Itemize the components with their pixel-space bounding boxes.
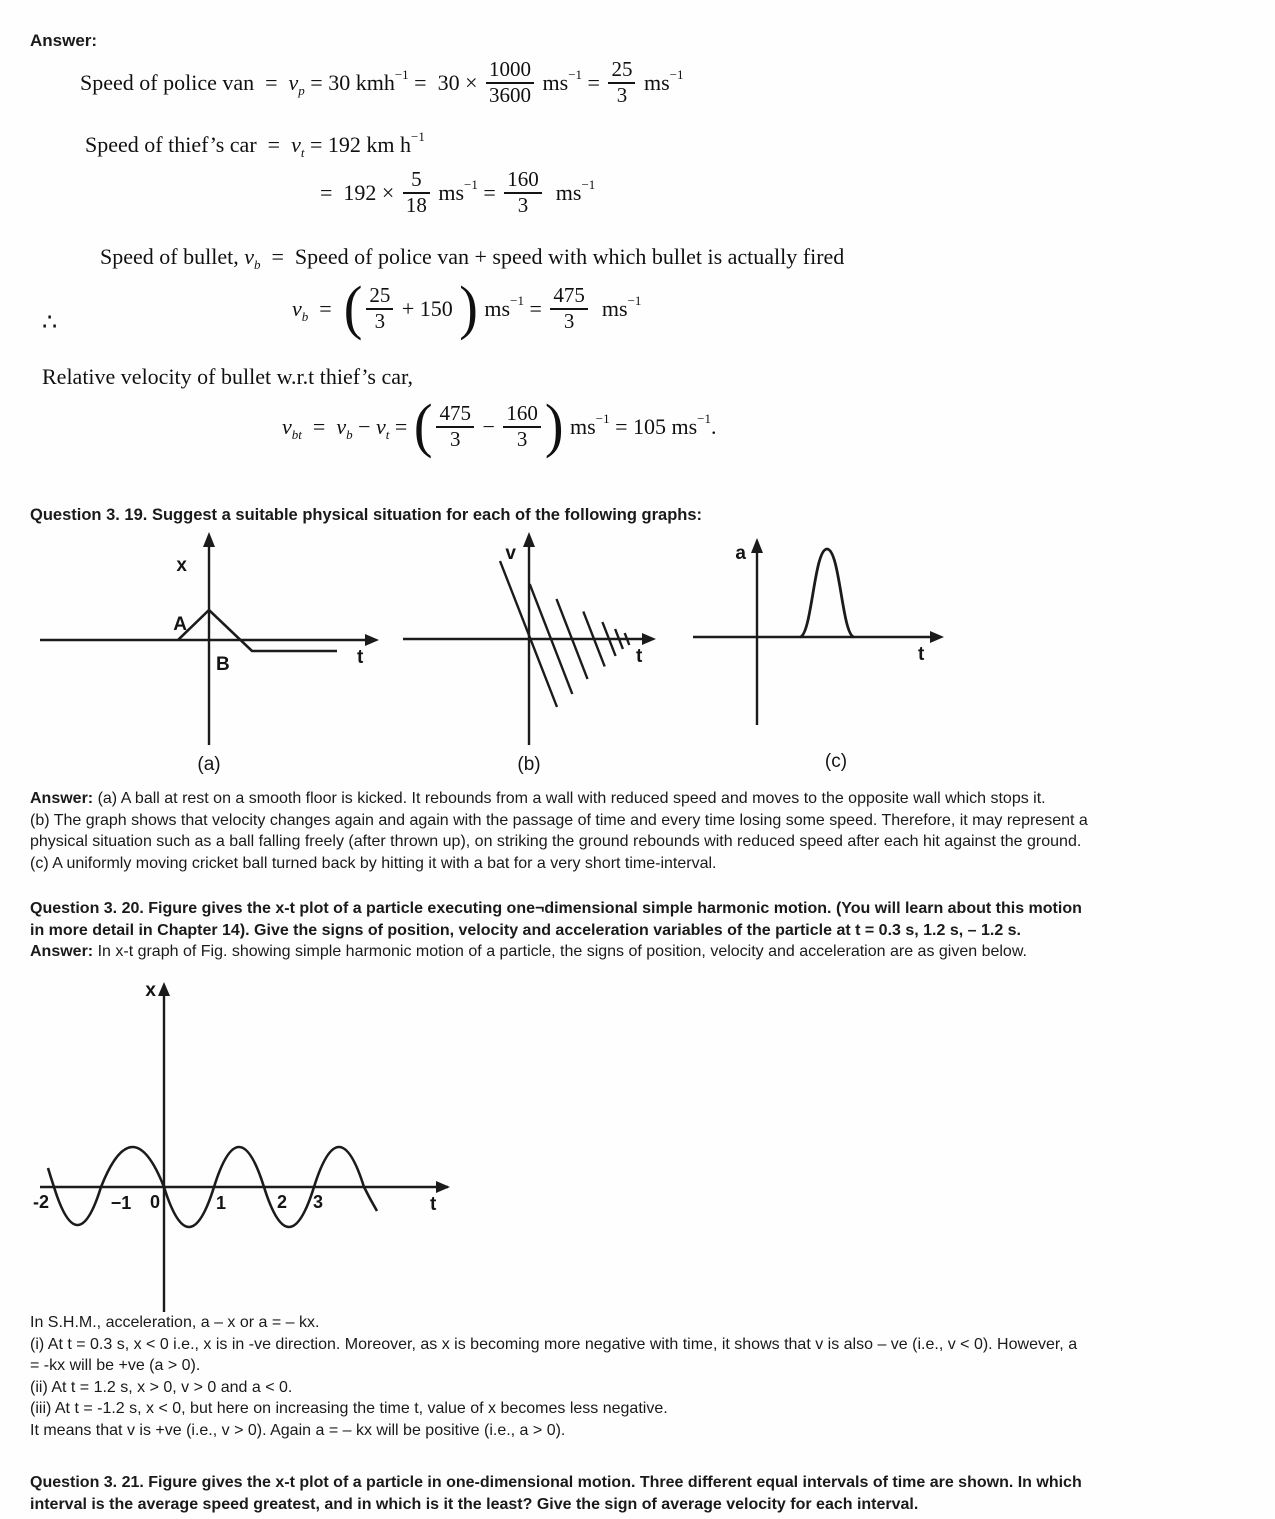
eq-bullet-speed-value: v b = ( $\frac{25}{3}$ + 150 ) ms −1 = $\frac{475}{3}$ ms −1 xyxy=(292,274,642,342)
eq-thief-car-speed: Speed of thief’s car = v t = 192 km h −1 xyxy=(85,129,425,160)
shm-xaxis-arrow xyxy=(436,1181,450,1193)
graph-b-figure xyxy=(398,527,668,777)
graph-c-xaxis-arrow xyxy=(930,631,944,643)
paragraph-line: physical situation such as a ball falling freely (after thrown up), on striking the ground rebounds with reduced speed after each hit against the ground. xyxy=(30,833,1082,850)
shm-xlabel: t xyxy=(430,1194,437,1215)
eq-relative-velocity: v bt = v b − v t = ( $\frac{475}{3}$ − $\frac{160}{3}$ ) ms −1 = 105 ms −1 . xyxy=(282,392,717,460)
therefore-symbol: ∴ xyxy=(42,310,58,336)
analysis-line: = -kx will be +ve (a > 0). xyxy=(30,1357,201,1374)
graph-c-ylabel: a xyxy=(735,543,746,564)
shm-tick-minus1: −1 xyxy=(110,1193,132,1213)
shm-ylabel: x xyxy=(145,980,156,1001)
graph-a-caption: (a) xyxy=(197,754,221,775)
eq-thief-car-speed-2: = 192 × $\frac{5}{18}$ ms −1 = $\frac{160}{3}$ ms −1 xyxy=(320,167,596,217)
graph-c-yaxis-arrow xyxy=(751,538,763,553)
graph-a-point-a-label: A xyxy=(173,614,187,635)
shm-tick-2: 2 xyxy=(276,1192,288,1212)
graph-a-ylabel: x xyxy=(176,555,187,576)
analysis-line: (iii) At t = -1.2 s, x < 0, but here on increasing the time t, value of x becomes less negative. xyxy=(30,1400,668,1417)
shm-yaxis-arrow xyxy=(158,982,170,996)
left-paren: ( xyxy=(343,274,363,342)
graph-b-yaxis-arrow xyxy=(523,532,535,547)
analysis-line: (i) At t = 0.3 s, x < 0 i.e., x is in -ve direction. Moreover, as x is becoming more negative with time, it shows that v is also – ve (i.e., v < 0). However, a xyxy=(30,1335,1078,1353)
fraction: $\frac{160}{3}$ xyxy=(504,168,542,217)
answer-3-20-intro: Answer: In x-t graph of Fig. showing simple harmonic motion of a particle, the signs of position, velocity and acceleration are as given below. xyxy=(30,943,1027,960)
graph-c-caption: (c) xyxy=(824,751,848,772)
answer-3-19-paragraph xyxy=(30,788,1088,874)
paragraph-line: Answer: (a) A ball at rest on a smooth floor is kicked. It rebounds from a wall with reduced speed and moves to the opposite wall which stops it. xyxy=(30,790,1046,807)
fraction: $\frac{5}{18}$ xyxy=(403,168,430,217)
right-paren: ) xyxy=(459,274,478,342)
paragraph-line: (c) A uniformly moving cricket ball turned back by hitting it with a bat for a very short time-interval. xyxy=(30,854,717,872)
analysis-line: (ii) At t = 1.2 s, x > 0, v > 0 and a < 0. xyxy=(30,1378,293,1396)
answer-label-318: Answer: xyxy=(30,31,98,50)
fraction: $\frac{475}{3}$ xyxy=(436,402,474,451)
graph-a-yaxis-arrow xyxy=(203,532,215,547)
graph-b-caption: (b) xyxy=(517,754,541,775)
fraction: $\frac{160}{3}$ xyxy=(503,402,541,451)
graph-b-xlabel: t xyxy=(636,646,643,667)
graph-c-curve xyxy=(800,549,854,637)
shm-analysis-block xyxy=(30,1312,1077,1441)
fraction: $\frac{1000}{3600}$ xyxy=(486,58,534,107)
relative-velocity-label: Relative velocity of bullet w.r.t thief’s car, xyxy=(42,364,413,389)
fraction: $\frac{25}{3}$ xyxy=(608,58,635,107)
graph-b-curve xyxy=(500,561,629,707)
shm-tick-0: 0 xyxy=(149,1192,161,1212)
right-paren: ) xyxy=(544,392,564,460)
shm-tick-3: 3 xyxy=(312,1192,324,1212)
answer-label-320: Answer: xyxy=(30,943,94,960)
graph-a-xaxis-arrow xyxy=(365,634,379,646)
graph-a-xlabel: t xyxy=(357,647,364,668)
analysis-line: It means that v is +ve (i.e., v > 0). Again a = – kx will be positive (i.e., a > 0). xyxy=(30,1421,566,1439)
graph-a-curve xyxy=(178,610,337,651)
fraction: $\frac{25}{3}$ xyxy=(366,284,393,333)
eq-police-van-speed: Speed of police van = v p = 30 kmh −1 = 30 × $\frac{1000}{3600}$ ms −1 = $\frac{25}{3}$ ms −1 xyxy=(80,57,684,107)
question-3-20-heading-line: Question 3. 20. Figure gives the x-t plot of a particle executing one¬dimensional simple harmonic motion. (You will learn about this motion xyxy=(30,900,1082,917)
graph-b-xaxis-arrow xyxy=(642,633,656,645)
question-3-21-heading-line: Question 3. 21. Figure gives the x-t plot of a particle in one-dimensional motion. Three different equal intervals of time are shown. In which xyxy=(30,1474,1082,1491)
graph-a-figure xyxy=(35,527,385,777)
shm-tick-minus2: -2 xyxy=(32,1192,50,1212)
answer-label-319: Answer: xyxy=(30,790,94,807)
paragraph-line: (b) The graph shows that velocity changes again and again with the passage of time and every time losing some speed. Therefore, it may represent a xyxy=(30,811,1088,829)
left-paren: ( xyxy=(413,392,433,460)
question-3-20-heading-line: in more detail in Chapter 14). Give the signs of position, velocity and acceleration variables of the particle at t = 0.3 s, 1.2 s, – 1.2 s. xyxy=(30,921,1021,939)
analysis-line: In S.H.M., acceleration, a – x or a = – kx. xyxy=(30,1314,320,1331)
fraction: $\frac{475}{3}$ xyxy=(550,284,588,333)
question-3-20-block xyxy=(30,898,1082,963)
question-3-21-heading-line: interval is the average speed greatest, and in which is it the least? Give the sign of average velocity for each interval. xyxy=(30,1495,919,1513)
question-3-21-block xyxy=(30,1472,1082,1515)
shm-tick-1: 1 xyxy=(215,1193,227,1213)
graph-c-figure xyxy=(688,527,958,777)
eq-bullet-speed-def: Speed of bullet, v b = Speed of police van + speed with which bullet is actually fired xyxy=(100,244,845,272)
shm-xt-graph xyxy=(18,978,483,1316)
question-3-19-heading: Question 3. 19. Suggest a suitable physical situation for each of the following graphs: xyxy=(30,506,703,524)
graph-b-ylabel: v xyxy=(505,543,516,564)
graph-c-xlabel: t xyxy=(918,644,925,665)
graph-a-point-b-label: B xyxy=(216,654,230,675)
